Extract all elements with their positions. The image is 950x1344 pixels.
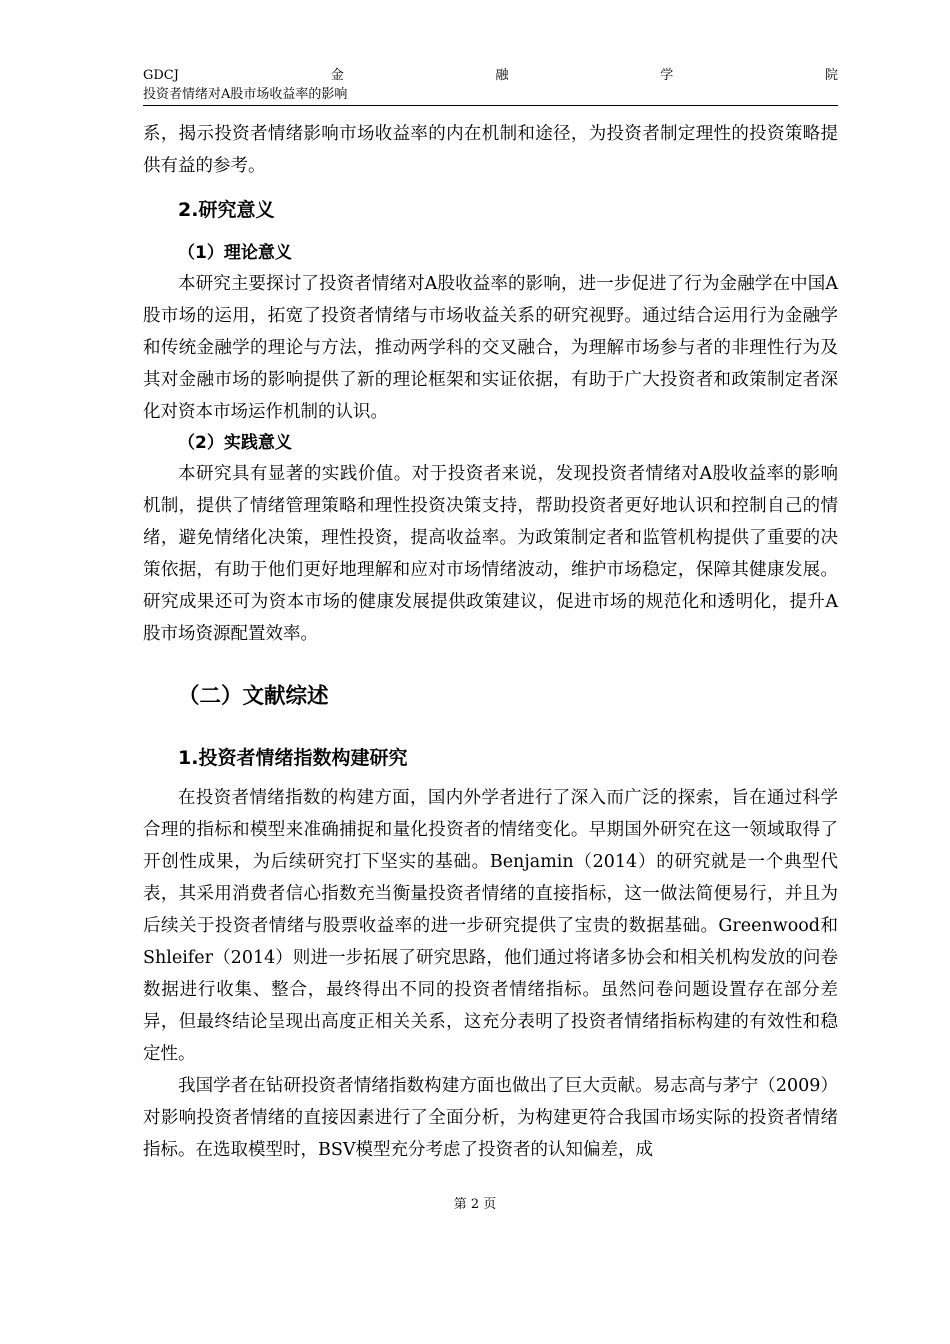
page-header (143, 66, 838, 104)
heading-sentiment-index-construction: 1.投资者情绪指数构建研究 (178, 747, 408, 769)
heading-theoretical-significance: （1）理论意义 (178, 243, 292, 263)
paragraph-index-foreign-research: 在投资者情绪指数的构建方面，国内外学者进行了深入而广泛的探索，旨在通过科学合理的指标和模型来准确捕捉和量化投资者的情绪变化。早期国外研究在这一领域取得了开创性成果，为后续研究打下坚实的基础。Benjamin（2014）的研究就是一个典型代表，其采用消费者信心指数充当衡量投资者情绪的直接指标，这一做法简便易行，并且为后续关于投资者情绪与股票收益率的进一步研究提供了宝贵的数据基础。Greenwood和Shleifer（2014）则进一步拓展了研究思路，他们通过将诸多协会和相关机构发放的问卷数据进行收集、整合，最终得出不同的投资者情绪指标。虽然问卷问题设置存在部分差异，但最终结论呈现出高度正相关关系，这充分表明了投资者情绪指标构建的有效性和稳定性。 (143, 788, 838, 1064)
page-body (143, 118, 838, 1166)
page-number: 第 2 页 (453, 1197, 497, 1212)
header-divider (143, 105, 838, 106)
heading-practical-significance: （2）实践意义 (178, 433, 292, 453)
paragraph-continued: 系，揭示投资者情绪影响市场收益率的内在机制和途径，为投资者制定理性的投资策略提供有益的参考。 (143, 124, 838, 176)
header-top-row (143, 66, 838, 86)
heading-research-significance: 2.研究意义 (178, 199, 275, 221)
header-institute-char-3: 学 (660, 68, 674, 83)
paragraph-theoretical-significance: 本研究主要探讨了投资者情绪对A股收益率的影响，进一步促进了行为金融学在中国A股市场的运用，拓宽了投资者情绪与市场收益关系的研究视野。通过结合运用行为金融学和传统金融学的理论与方法，推动两学科的交叉融合，为理解市场参与者的非理性行为及其对金融市场的影响提供了新的理论框架和实证依据，有助于广大投资者和政策制定者深化对资本市场运作机制的认识。 (143, 274, 838, 422)
header-institute-char-2: 融 (495, 68, 509, 83)
header-code: GDCJ (143, 68, 179, 83)
heading-literature-review: （二）文献综述 (178, 684, 329, 709)
header-institute-char-4: 院 (824, 68, 838, 83)
paragraph-practical-significance: 本研究具有显著的实践价值。对于投资者来说，发现投资者情绪对A股收益率的影响机制，提供了情绪管理策略和理性投资决策支持，帮助投资者更好地认识和控制自己的情绪，避免情绪化决策，理性投资，提高收益率。为政策制定者和监管机构提供了重要的决策依据，有助于他们更好地理解和应对市场情绪波动，维护市场稳定，保障其健康发展。研究成果还可为资本市场的健康发展提供政策建议，促进市场的规范化和透明化，提升A股市场资源配置效率。 (143, 464, 838, 644)
paragraph-index-domestic-research: 我国学者在钻研投资者情绪指数构建方面也做出了巨大贡献。易志高与茅宁（2009）对影响投资者情绪的直接因素进行了全面分析，为构建更符合我国市场实际的投资者情绪指标。在选取模型时，BSV模型充分考虑了投资者的认知偏差，成 (143, 1076, 838, 1160)
header-subtitle: 投资者情绪对A股市场收益率的影响 (143, 87, 348, 102)
header-institute-char-1: 金 (330, 68, 344, 83)
